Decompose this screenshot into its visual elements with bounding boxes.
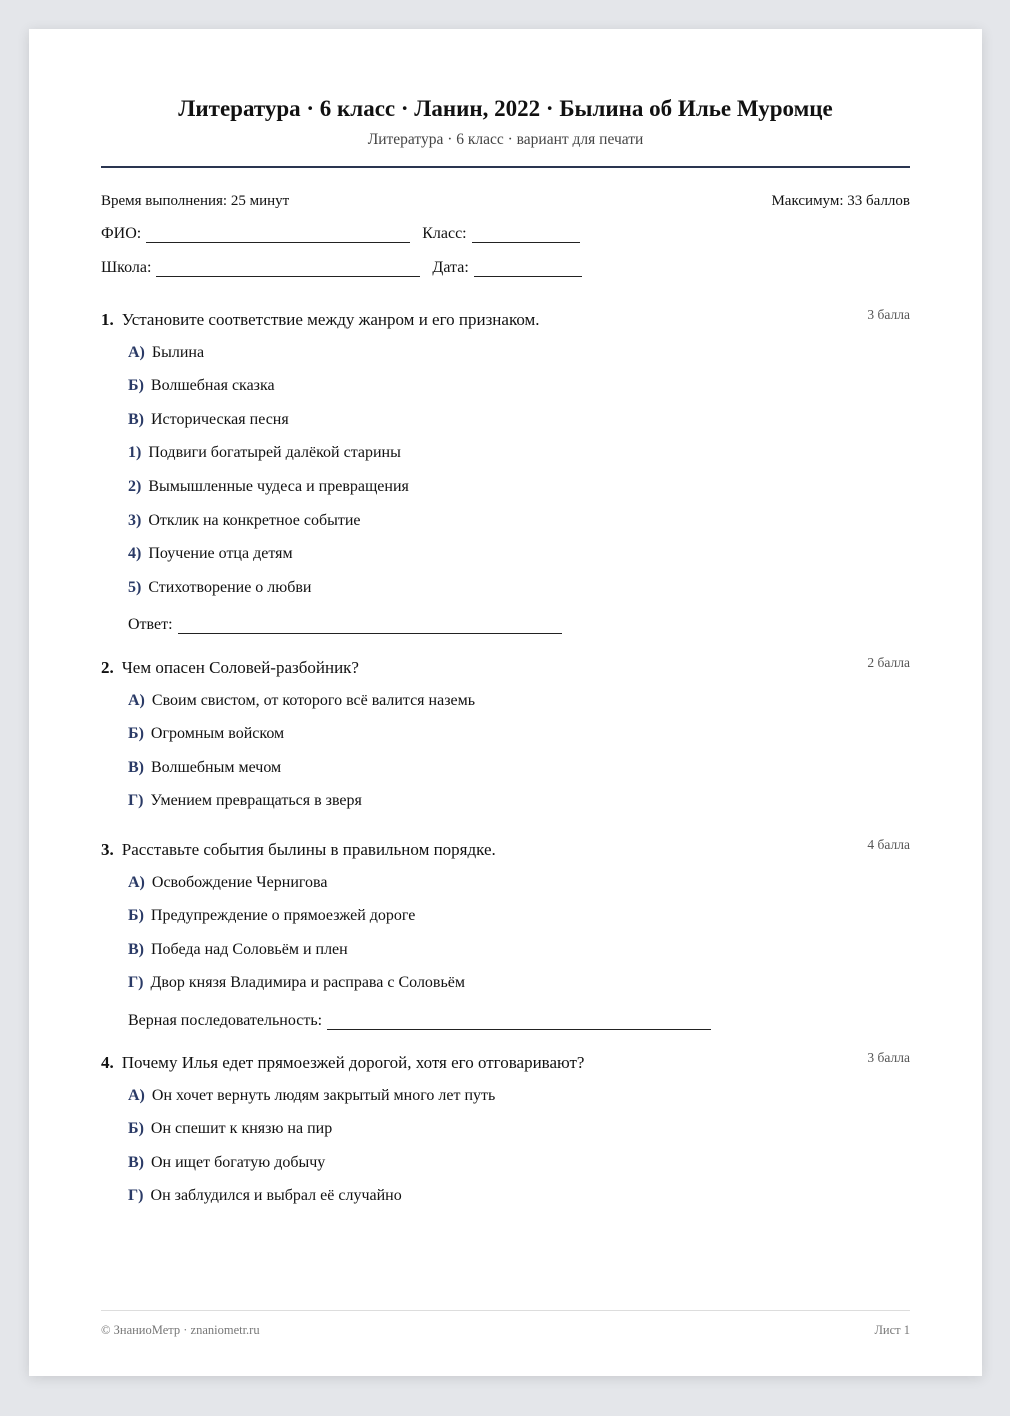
page-subtitle: Литература · 6 класс · вариант для печати [367, 131, 644, 148]
option-letter: В) [128, 410, 144, 428]
option-text: Огромным войском [150, 725, 285, 743]
answer-field[interactable] [327, 1015, 711, 1030]
option-text: Двор князя Владимира и расправа с Соловьём [150, 974, 465, 992]
option-item [128, 907, 937, 929]
option-item [128, 512, 937, 534]
option-letter: В) [128, 758, 144, 776]
page-title: Литература · 6 класс · Ланин, 2022 · Былина об Илье Муромце [178, 96, 833, 121]
option-item [128, 974, 937, 996]
question-text: Расставьте события былины в правильном порядке. [121, 840, 496, 859]
option-text: Отклик на конкретное событие [148, 511, 361, 529]
option-letter: А) [128, 691, 145, 709]
question-header [101, 1050, 910, 1075]
option-item [128, 344, 937, 366]
option-item [128, 941, 937, 963]
option-text: Подвиги богатырей далёкой старины [148, 444, 401, 462]
option-text: Волшебная сказка [150, 377, 275, 395]
option-text: Былина [151, 343, 205, 361]
question-number: 4. [101, 1053, 114, 1072]
fio-label: ФИО: [101, 225, 142, 242]
option-item [128, 1120, 937, 1142]
option-item [128, 411, 937, 433]
option-letter: А) [128, 873, 145, 891]
school-field[interactable] [156, 262, 420, 277]
date-field[interactable] [474, 262, 582, 277]
option-item [128, 444, 937, 466]
question-text: Почему Илья едет прямоезжей дорогой, хотя его отговаривают? [121, 1053, 585, 1072]
option-item [128, 874, 937, 896]
option-letter: 3) [128, 511, 142, 529]
option-letter: Б) [128, 1120, 144, 1138]
question-4 [101, 1050, 910, 1209]
fio-field[interactable] [146, 228, 410, 243]
question-number: 1. [101, 310, 114, 329]
option-item [128, 1154, 937, 1176]
option-text: Историческая песня [151, 410, 289, 428]
question-header [101, 655, 910, 680]
option-letter: 4) [128, 545, 142, 563]
option-letter: 2) [128, 477, 142, 495]
option-text: Он заблудился и выбрал её случайно [150, 1187, 402, 1205]
answer-row [128, 1008, 937, 1030]
question-points: 3 балла [867, 1050, 910, 1065]
max-score: Максимум: 33 баллов [771, 193, 910, 209]
option-letter: Г) [128, 974, 144, 992]
question-points: 3 балла [867, 307, 910, 322]
option-item [128, 759, 937, 781]
question-header [101, 837, 910, 862]
question-number: 2. [101, 658, 114, 677]
option-letter: А) [128, 343, 145, 361]
option-text: Победа над Соловьём и плен [151, 940, 348, 958]
option-letter: Б) [128, 377, 144, 395]
option-letter: 1) [128, 444, 142, 462]
option-letter: Б) [128, 725, 144, 743]
question-text: Установите соответствие между жанром и его признаком. [121, 310, 540, 329]
option-letter: Г) [128, 1187, 144, 1205]
question-1 [101, 307, 910, 634]
school-date-row [101, 259, 594, 277]
time-limit: Время выполнения: 25 минут [101, 193, 290, 209]
option-item [128, 692, 937, 714]
option-item [128, 1087, 937, 1109]
question-points: 2 балла [867, 655, 910, 670]
option-item [128, 377, 937, 399]
option-letter: В) [128, 940, 144, 958]
option-item [128, 545, 937, 567]
option-letter: Г) [128, 792, 144, 810]
option-letter: А) [128, 1086, 145, 1104]
question-number: 3. [101, 840, 114, 859]
option-text: Стихотворение о любви [148, 578, 312, 596]
header-divider [101, 166, 910, 168]
question-3 [101, 837, 910, 1030]
date-label: Дата: [432, 259, 469, 276]
class-field[interactable] [472, 228, 580, 243]
fio-class-row [101, 225, 592, 243]
question-points: 4 балла [867, 837, 910, 852]
school-label: Школа: [101, 259, 152, 276]
option-item [128, 1187, 937, 1209]
footer-page-number: Лист 1 [874, 1323, 910, 1337]
option-text: Поучение отца детям [148, 545, 293, 563]
question-header [101, 307, 910, 332]
option-item [128, 579, 937, 601]
option-letter: В) [128, 1153, 144, 1171]
option-item [128, 725, 937, 747]
answer-field[interactable] [178, 619, 562, 634]
option-item [128, 478, 937, 500]
question-text: Чем опасен Соловей-разбойник? [121, 658, 359, 677]
option-text: Он хочет вернуть людям закрытый много лет путь [151, 1086, 496, 1104]
option-letter: 5) [128, 578, 142, 596]
answer-label: Верная последовательность: [128, 1011, 323, 1029]
option-letter: Б) [128, 907, 144, 925]
option-text: Вымышленные чудеса и превращения [148, 477, 409, 495]
worksheet-page [29, 29, 982, 1376]
option-text: Умением превращаться в зверя [150, 792, 362, 810]
option-text: Своим свистом, от которого всё валится наземь [151, 691, 476, 709]
option-text: Он ищет богатую добычу [151, 1153, 326, 1171]
answer-row [128, 612, 937, 634]
class-label: Класс: [422, 225, 467, 242]
footer-divider [101, 1310, 910, 1311]
option-item [128, 792, 937, 814]
option-text: Волшебным мечом [151, 758, 282, 776]
option-text: Он спешит к князю на пир [150, 1120, 333, 1138]
answer-label: Ответ: [128, 616, 173, 634]
option-text: Предупреждение о прямоезжей дороге [150, 907, 416, 925]
option-text: Освобождение Чернигова [151, 873, 328, 891]
question-2 [101, 655, 910, 814]
footer-copyright: © ЗнаниоМетр · znaniometr.ru [101, 1323, 260, 1337]
